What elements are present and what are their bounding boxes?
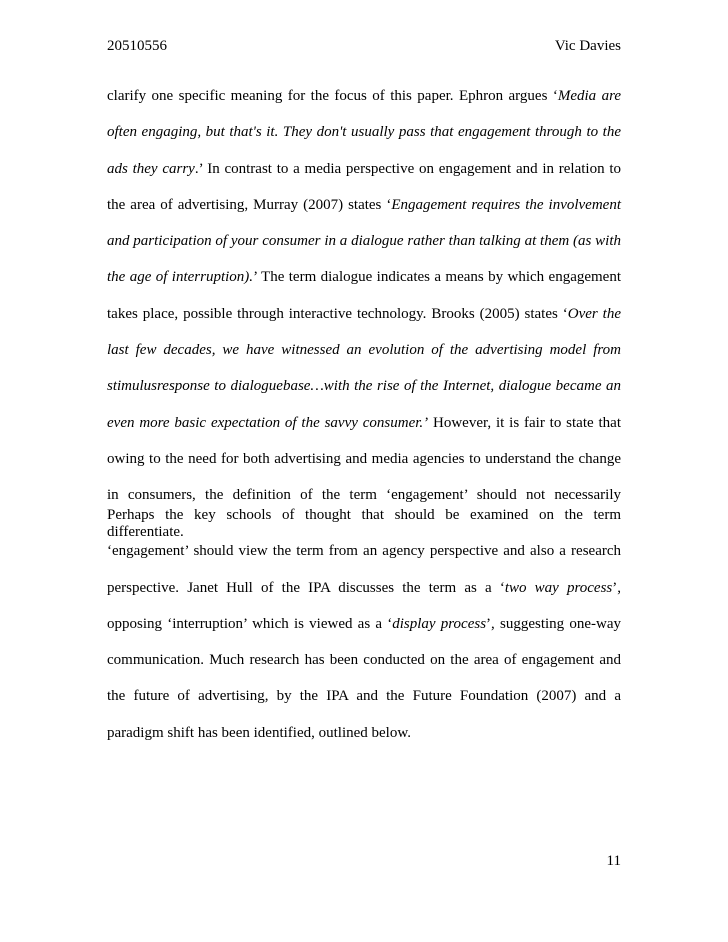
page-header (107, 38, 621, 58)
author-name: Vic Davies (554, 38, 621, 54)
text-run: ’, suggesting one-way communication. Much research has been conducted on the area of engagement and the future of advertising, by the IPA and the Future Foundation (2007) and a paradigm shift has been identified, outlined below. (107, 615, 622, 741)
text-run: clarify one specific meaning for the focus of this paper. Ephron argues ‘ (107, 88, 558, 104)
text-run: ’ The term dialogue indicates a means by which engagement takes place, possible through interactive technology. Brooks (2005) states ‘ (107, 269, 622, 322)
text-run: Perhaps the key schools of thought that should be examined on the term ‘engagement’ should view the term from an agency perspective and also a research perspective. Janet Hull of the IPA discusses the term as a ‘ (107, 507, 621, 596)
quote-ephron: Media are often engaging, but that's it. They don't usually pass that engagement through to the ads they carry (107, 88, 622, 177)
page-number: 11 (606, 853, 621, 869)
text-run: However, it is fair to state that owing to the need for both advertising and media agencies to understand the change in consumers, the definition of the term ‘engagement’ should not necessarily differentiate. (107, 414, 621, 540)
quote-display-process: display process (392, 615, 487, 632)
text-run: .’ In contrast to a media perspective on engagement and in relation to the area of advertising, Murray (2007) states ‘ (107, 160, 622, 213)
quote-murray: Engagement requires the involvement and participation of your consumer in a dialogue rather than talking at them (as with the age of interruption). (107, 196, 621, 286)
quote-brooks: Over the last few decades, we have witnessed an evolution of the advertising model from stimulusresponse to dialoguebase…with the rise of the Internet, dialogue became an even more basic expectation of the savvy consumer.’ (107, 305, 622, 431)
paragraph-engagement-definitions (107, 78, 621, 550)
text-run: ’, opposing ‘interruption’ which is viewed as a ‘ (107, 579, 621, 632)
quote-two-way-process: two way process (504, 579, 613, 596)
paragraph-schools-of-thought (107, 497, 621, 751)
student-id: 20510556 (107, 38, 167, 54)
